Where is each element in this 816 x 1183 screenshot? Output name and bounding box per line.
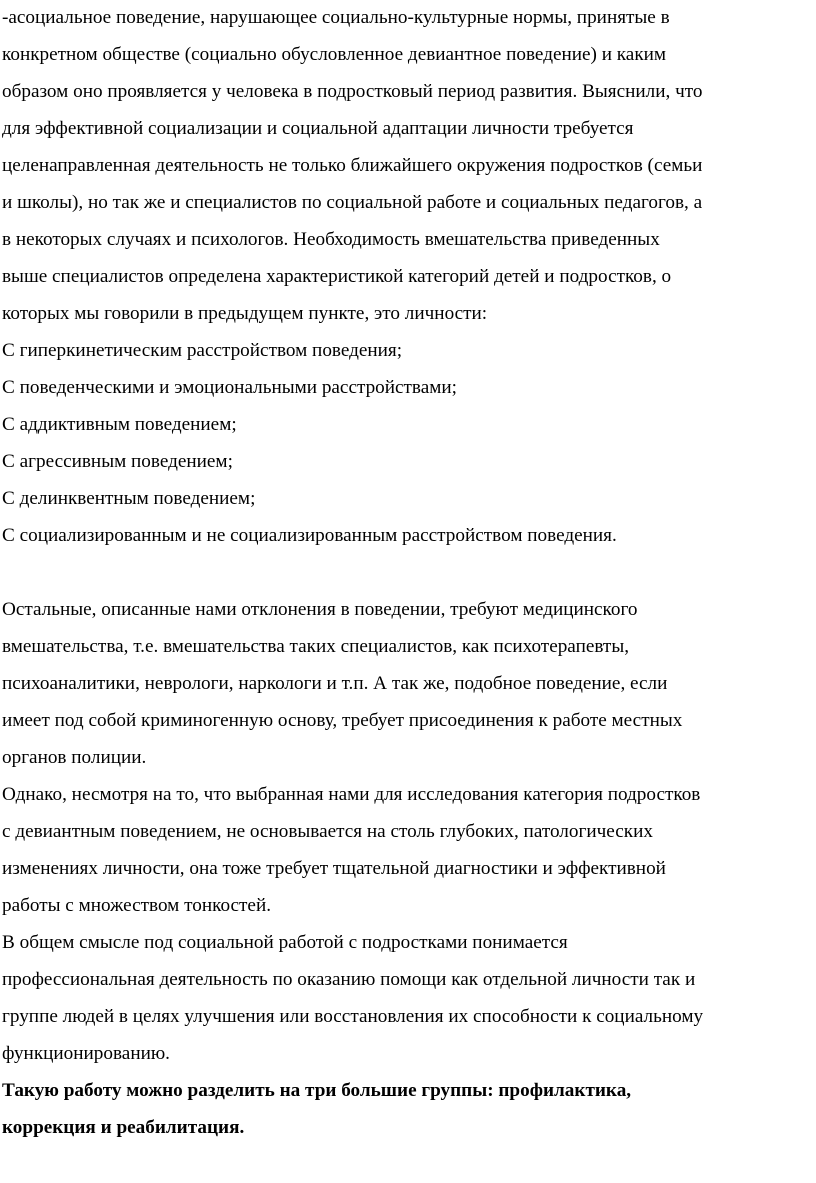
list-item: С социализированным и не социализированным расстройством поведения.	[2, 525, 617, 546]
text-line: которых мы говорили в предыдущем пункте, это личности:	[2, 303, 488, 324]
list-item: С поведенческими и эмоциональными расстройствами;	[2, 377, 458, 398]
bold-text-line: Такую работу можно разделить на три большие группы: профилактика,	[2, 1080, 632, 1101]
list-item: С гиперкинетическим расстройством поведения;	[2, 340, 403, 361]
text-line: психоаналитики, неврологи, наркологи и т.п. А так же, подобное поведение, если	[2, 673, 668, 694]
bold-text-line: коррекция и реабилитация.	[2, 1117, 245, 1138]
list-item: С аддиктивным поведением;	[2, 414, 237, 435]
text-line: и школы), но так же и специалистов по социальной работе и социальных педагогов, а	[2, 192, 703, 213]
text-line: имеет под собой криминогенную основу, требует присоединения к работе местных	[2, 710, 683, 731]
list-item: С агрессивным поведением;	[2, 451, 233, 472]
text-line: с девиантным поведением, не основывается на столь глубоких, патологических	[2, 821, 653, 842]
text-line: профессиональная деятельность по оказанию помощи как отдельной личности так и	[2, 969, 696, 990]
text-line: группе людей в целях улучшения или восстановления их способности к социальному	[2, 1006, 704, 1027]
text-line: образом оно проявляется у человека в подростковый период развития. Выяснили, что	[2, 81, 703, 102]
text-line: выше специалистов определена характеристикой категорий детей и подростков, о	[2, 266, 672, 287]
text-line: Однако, несмотря на то, что выбранная нами для исследования категория подростков	[2, 784, 701, 805]
text-line: вмешательства, т.е. вмешательства таких специалистов, как психотерапевты,	[2, 636, 630, 657]
text-line: для эффективной социализации и социальной адаптации личности требуется	[2, 118, 634, 139]
list-item: С делинквентным поведением;	[2, 488, 256, 509]
text-line: функционированию.	[2, 1043, 170, 1064]
text-line: органов полиции.	[2, 747, 147, 768]
text-line: конкретном обществе (социально обусловленное девиантное поведение) и каким	[2, 44, 667, 65]
text-line: изменениях личности, она тоже требует тщательной диагностики и эффективной	[2, 858, 666, 879]
text-line: работы с множеством тонкостей.	[2, 895, 272, 916]
text-line: -асоциальное поведение, нарушающее социально-культурные нормы, принятые в	[2, 7, 670, 28]
text-line: Остальные, описанные нами отклонения в поведении, требуют медицинского	[2, 599, 638, 620]
text-line: в некоторых случаях и психологов. Необходимость вмешательства приведенных	[2, 229, 660, 250]
text-line: целенаправленная деятельность не только ближайшего окружения подростков (семьи	[2, 155, 703, 176]
text-line: В общем смысле под социальной работой с подростками понимается	[2, 932, 568, 953]
